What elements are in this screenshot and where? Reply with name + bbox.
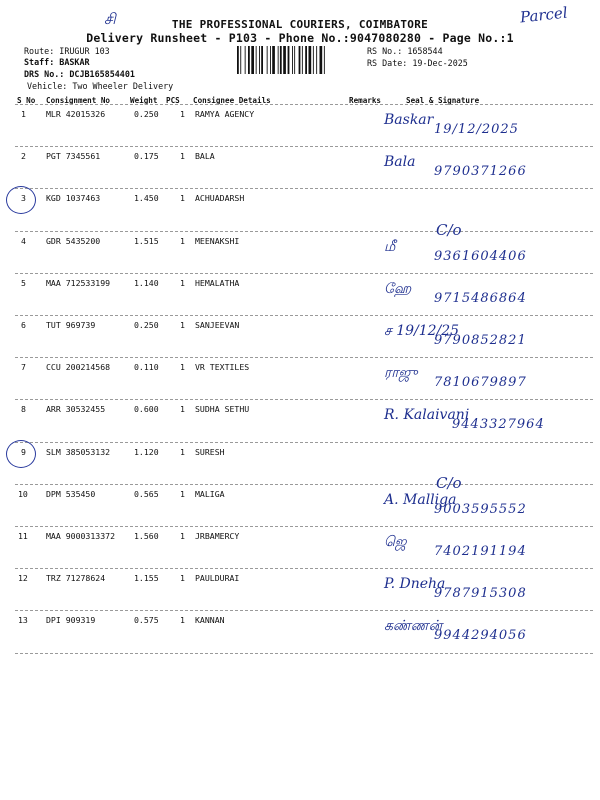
row-consignment: CCU 200214568 [46,362,111,373]
row-divider [15,568,593,569]
signature: R. Kalaivani [384,407,470,424]
row-consignee: RAMYA AGENCY [195,109,255,119]
row-weight: 0.565 [134,488,159,499]
signature-phone: 9715486864 [434,290,527,306]
row-weight: 1.140 [134,277,159,288]
row-pcs: 1 [180,615,185,626]
signature-phone: 9790371266 [434,164,527,180]
signature-phone: 7402191194 [434,544,527,559]
signature: A. Malliga [384,491,457,508]
row-consignee: SUDHA SETHU [195,404,250,415]
route-label: Route: IRUGUR 103 [24,46,110,56]
row-pcs: 1 [180,531,185,541]
row-consignee: MALIGA [195,488,225,499]
row-sno: 5 [21,277,26,288]
row-pcs: 1 [180,573,185,584]
row-divider [15,526,593,527]
signature: ராஜு [384,365,418,382]
runsheet-subtitle: Delivery Runsheet - P103 - Phone No.:9047080280 - Page No.:1 [86,31,514,45]
row-divider [15,442,593,443]
handwritten-parcel-note: Parcel [519,3,569,27]
signature-phone: 7810679897 [434,375,527,391]
row-consignment: MLR 42015326 [46,109,106,119]
signature-note: C/o [436,473,462,492]
row-pcs: 1 [180,193,185,204]
row-sno: 8 [21,404,26,415]
signature-phone: 9443327964 [452,417,545,433]
row-sno: 4 [21,235,26,246]
vehicle-label: Vehicle: Two Wheeler Delivery [27,81,174,91]
row-divider [15,484,593,485]
signature-note: C/o [436,220,462,239]
row-weight: 1.450 [134,193,159,204]
signature: ஜெ [384,534,407,550]
row-weight: 0.110 [134,362,159,373]
col-consignment: Consignment No [46,96,111,105]
signature-phone: 9790852821 [434,333,527,348]
signature: ச 19/12/25 [384,323,460,339]
row-pcs: 1 [180,320,185,330]
row-weight: 1.515 [134,235,159,246]
row-weight: 1.155 [134,573,159,584]
row-weight: 1.120 [134,446,159,457]
row-divider [15,653,593,654]
row-sno: 12 [18,573,28,584]
row-consignment: MAA 9000313372 [46,531,116,541]
row-pcs: 1 [180,404,185,415]
signature: Baskar [384,112,434,128]
row-sno: 11 [18,531,28,541]
row-divider [15,399,593,400]
signature: Bala [384,154,416,171]
signature: மீ [384,238,396,255]
row-divider [15,357,593,358]
col-pcs: PCS [166,96,180,105]
row-consignment: MAA 712533199 [46,277,111,288]
row-pcs: 1 [180,277,185,288]
row-pcs: 1 [180,151,185,162]
signature-phone: 9003595552 [434,501,527,517]
drs-label: DRS No.: DCJB165854401 [24,69,135,79]
row-weight: 0.575 [134,615,159,626]
row-pcs: 1 [180,235,185,246]
row-divider [15,188,593,189]
col-sno: S No [17,96,36,105]
row-pcs: 1 [180,446,185,457]
row-consignment: SLM 385053132 [46,446,111,457]
row-weight: 0.250 [134,109,159,119]
rs-number: RS No.: 1658544 [367,46,443,56]
row-sno: 6 [21,320,26,330]
row-consignee: BALA [195,151,215,162]
signature: ஹே [384,280,412,297]
row-pcs: 1 [180,362,185,373]
row-consignment: TRZ 71278624 [46,573,106,584]
row-consignment: GDR 5435200 [46,235,101,246]
circle-mark [6,440,36,468]
row-divider [15,273,593,274]
company-title: THE PROFESSIONAL COURIERS, COIMBATORE [171,18,429,31]
col-seal-signature: Seal & Signature [406,96,480,105]
rs-date: RS Date: 19-Dec-2025 [367,58,468,68]
staff-label: Staff: BASKAR [24,57,90,67]
row-divider [15,610,593,611]
row-consignment: KGD 1037463 [46,193,101,204]
circle-mark [6,186,36,214]
signature-phone: 9361604406 [434,248,527,264]
row-consignee: JRBAMERCY [195,531,240,541]
signature: கண்ணன் [384,618,443,635]
row-sno: 13 [18,615,28,626]
row-weight: 1.560 [134,531,159,541]
row-sno: 1 [21,109,26,119]
col-weight: Weight [130,96,158,105]
row-consignee: ACHUADARSH [195,193,245,204]
row-consignment: DPI 909319 [46,615,96,626]
signature: P. Dneha [384,576,446,593]
row-sno: 9 [21,446,26,457]
row-divider [15,315,593,316]
row-consignee: SURESH [195,446,225,457]
row-weight: 0.250 [134,320,159,330]
row-pcs: 1 [180,109,185,119]
signature-phone: 19/12/2025 [434,122,519,137]
row-consignment: PGT 7345561 [46,151,101,162]
row-consignee: PAULDURAI [195,573,240,584]
row-weight: 0.600 [134,404,159,415]
row-consignee: HEMALATHA [195,277,240,288]
col-remarks: Remarks [349,96,382,105]
row-consignment: ARR 30532455 [46,404,106,415]
row-weight: 0.175 [134,151,159,162]
col-consignee: Consignee Details [193,96,271,105]
row-sno: 7 [21,362,26,373]
handwritten-scribble: சி [104,10,116,28]
row-consignment: TUT 969739 [46,320,96,330]
row-sno: 2 [21,151,26,162]
row-consignee: SANJEEVAN [195,320,240,330]
row-divider [15,146,593,147]
row-consignee: MEENAKSHI [195,235,240,246]
signature-phone: 9787915308 [434,586,527,602]
barcode [237,46,361,74]
row-sno: 3 [21,193,26,204]
row-sno: 10 [18,488,28,499]
row-consignee: VR TEXTILES [195,362,250,373]
row-pcs: 1 [180,488,185,499]
row-consignment: DPM 535450 [46,488,96,499]
header-divider [15,104,593,105]
signature-phone: 9944294056 [434,628,527,644]
row-consignee: KANNAN [195,615,225,626]
row-divider [15,231,593,232]
